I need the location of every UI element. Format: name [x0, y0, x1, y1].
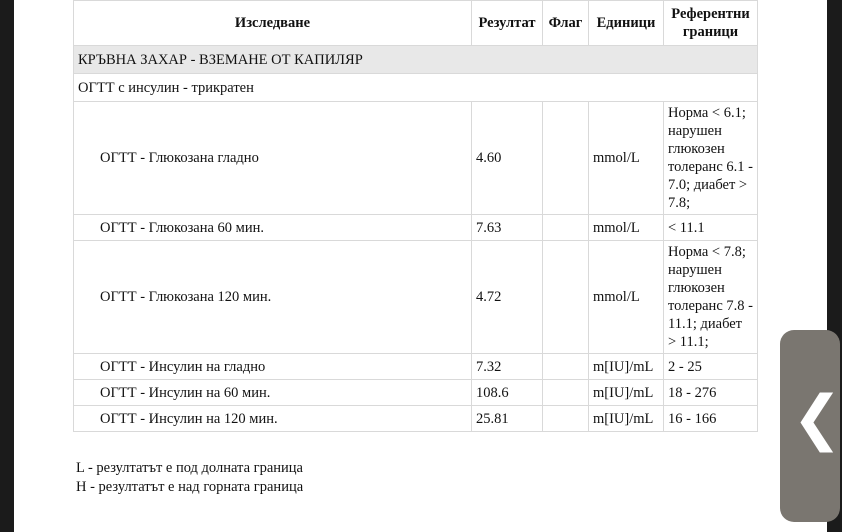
- flag-value: [543, 215, 589, 241]
- table-row: [74, 354, 758, 380]
- test-name: ОГТТ - Инсулин на 120 мин.: [74, 406, 472, 432]
- table-row: [74, 102, 758, 215]
- document-page: [14, 0, 827, 532]
- result-value: 7.32: [472, 354, 543, 380]
- units-value: mmol/L: [589, 102, 664, 215]
- table-row: [74, 215, 758, 241]
- group-title: ОГТТ с инсулин - трикратен: [74, 74, 758, 102]
- units-value: m[IU]/mL: [589, 380, 664, 406]
- result-value: 7.63: [472, 215, 543, 241]
- reference-range: < 11.1: [664, 215, 758, 241]
- units-value: m[IU]/mL: [589, 406, 664, 432]
- result-value: 4.72: [472, 241, 543, 354]
- test-name: ОГТТ - Инсулин на 60 мин.: [74, 380, 472, 406]
- column-header-units: Единици: [589, 1, 664, 46]
- section-row: [74, 46, 758, 74]
- legend-high: H - резултатът е над горната граница: [76, 479, 304, 495]
- units-value: m[IU]/mL: [589, 354, 664, 380]
- column-header-reference: Референтни граници: [664, 1, 758, 46]
- test-name: ОГТТ - Глюкозана 120 мин.: [74, 241, 472, 354]
- flag-value: [543, 406, 589, 432]
- reference-range: 18 - 276: [664, 380, 758, 406]
- flag-value: [543, 102, 589, 215]
- test-name: ОГТТ - Глюкозана 60 мин.: [74, 215, 472, 241]
- group-row: [74, 74, 758, 102]
- units-value: mmol/L: [589, 215, 664, 241]
- lab-results-table: [73, 0, 758, 432]
- reference-range: Норма < 6.1; нарушен глюкозен толеранс 6.1 - 7.0; диабет > 7.8;: [664, 102, 758, 215]
- test-name: ОГТТ - Инсулин на гладно: [74, 354, 472, 380]
- result-value: 4.60: [472, 102, 543, 215]
- result-value: 25.81: [472, 406, 543, 432]
- column-header-result: Резултат: [472, 1, 543, 46]
- table-row: [74, 406, 758, 432]
- legend-low: L - резултатът е под долната граница: [76, 460, 303, 476]
- table-header-row: [74, 1, 758, 46]
- side-panel-handle[interactable]: [780, 330, 840, 522]
- flag-legend: [76, 459, 303, 497]
- test-name: ОГТТ - Глюкозана гладно: [74, 102, 472, 215]
- reference-range: 16 - 166: [664, 406, 758, 432]
- table-row: [74, 380, 758, 406]
- chevron-left-icon: ❮: [792, 383, 842, 453]
- column-header-flag: Флаг: [543, 1, 589, 46]
- reference-range: 2 - 25: [664, 354, 758, 380]
- column-header-test: Изследване: [74, 1, 472, 46]
- flag-value: [543, 354, 589, 380]
- result-value: 108.6: [472, 380, 543, 406]
- units-value: mmol/L: [589, 241, 664, 354]
- section-title: КРЪВНА ЗАХАР - ВЗЕМАНЕ ОТ КАПИЛЯР: [74, 46, 758, 74]
- table-row: [74, 241, 758, 354]
- reference-range: Норма < 7.8; нарушен глюкозен толеранс 7.8 - 11.1; диабет > 11.1;: [664, 241, 758, 354]
- flag-value: [543, 380, 589, 406]
- flag-value: [543, 241, 589, 354]
